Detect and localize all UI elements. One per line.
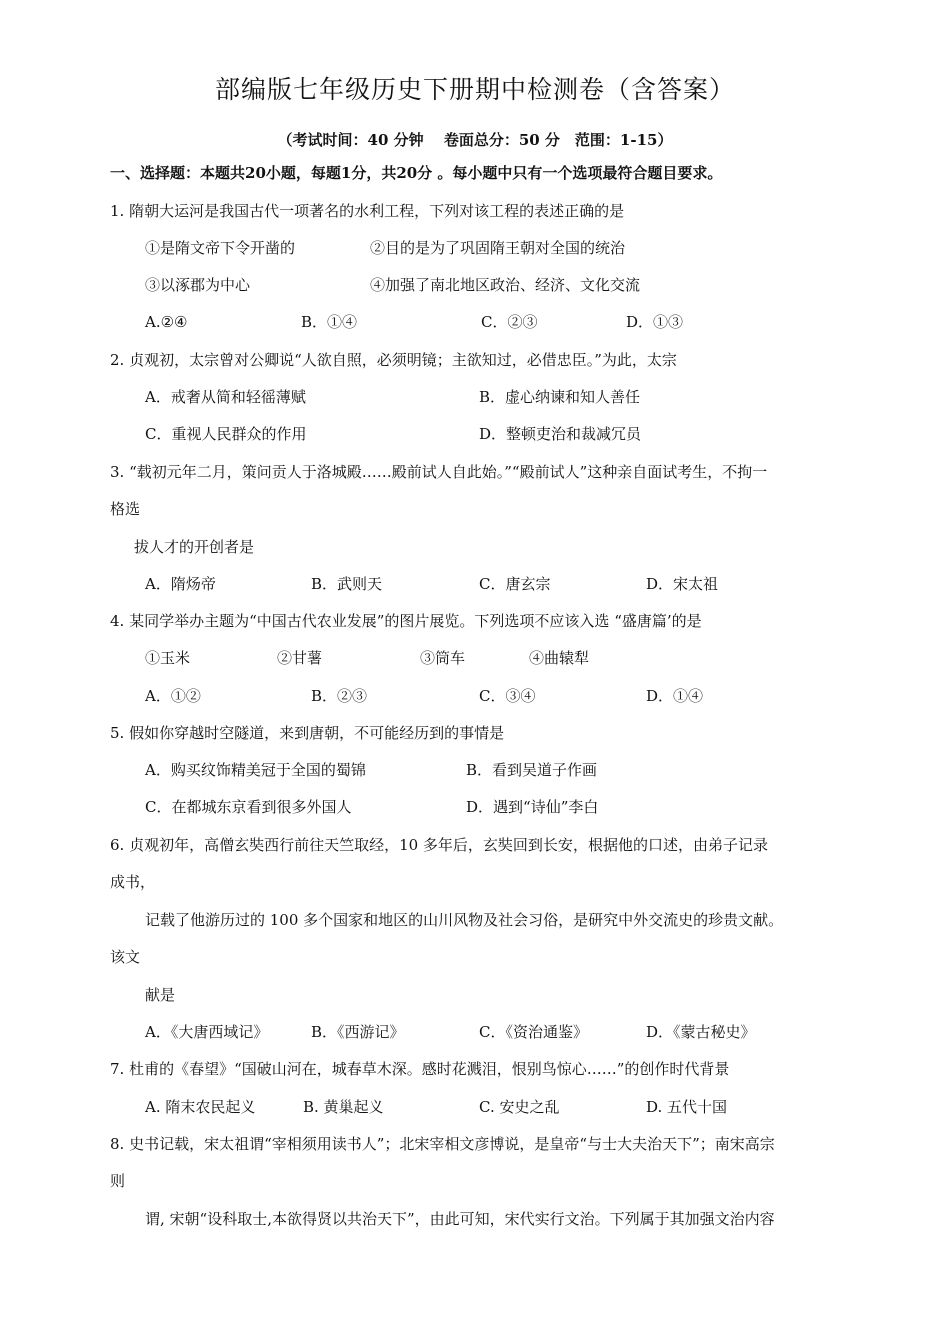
option-d: D. 五代十国 bbox=[646, 1098, 728, 1116]
option-a: A. 隋末农民起义 bbox=[145, 1098, 256, 1116]
statement: ②甘薯 bbox=[277, 649, 323, 667]
question-stem: 格选 bbox=[110, 500, 141, 518]
question-stem: 1. 隋朝大运河是我国古代一项著名的水利工程，下列对该工程的表述正确的是 bbox=[110, 202, 625, 220]
statement: ③以涿郡为中心 bbox=[145, 276, 251, 294]
option-c: C．《资治通鉴》 bbox=[479, 1023, 588, 1041]
option-c: C．唐玄宗 bbox=[479, 575, 551, 593]
statement: ④曲辕犁 bbox=[529, 649, 590, 667]
option-d: D．遇到“诗仙”李白 bbox=[466, 798, 599, 816]
option-a: A．隋炀帝 bbox=[145, 575, 216, 593]
option-a: A．①② bbox=[145, 687, 201, 705]
option-b: B．①④ bbox=[301, 313, 358, 331]
option-a: A.②④ bbox=[145, 313, 188, 331]
statement: ①玉米 bbox=[145, 649, 191, 667]
option-d: D．《蒙古秘史》 bbox=[646, 1023, 756, 1041]
option-a: A．戒奢从简和轻徭薄赋 bbox=[145, 388, 306, 406]
question-stem: 献是 bbox=[145, 986, 176, 1004]
statement: ④加强了南北地区政治、经济、文化交流 bbox=[370, 276, 641, 294]
question-stem: 拔人才的开创者是 bbox=[134, 538, 255, 556]
option-a: A．购买纹饰精美冠于全国的蜀锦 bbox=[145, 761, 366, 779]
option-d: D．①③ bbox=[626, 313, 684, 331]
question-stem: 成书， bbox=[110, 873, 156, 891]
option-d: D．宋太祖 bbox=[646, 575, 719, 593]
option-b: B．看到吴道子作画 bbox=[466, 761, 598, 779]
option-c: C．②③ bbox=[481, 313, 538, 331]
question-stem: 5. 假如你穿越时空隧道，来到唐朝，不可能经历到的事情是 bbox=[110, 724, 505, 742]
option-c: C．③④ bbox=[479, 687, 536, 705]
question-stem: 8. 史书记载，宋太祖谓“宰相须用读书人”；北宋宰相文彦博说，是皇帝“与士大夫治天下”；南宋高宗 bbox=[110, 1135, 775, 1153]
question-stem: 6. 贞观初年，高僧玄奘西行前往天竺取经，10 多年后，玄奘回到长安，根据他的口述，由弟子记录 bbox=[110, 836, 768, 854]
option-b: B．《西游记》 bbox=[311, 1023, 405, 1041]
question-stem: 2. 贞观初，太宗曾对公卿说“人欲自照，必须明镜；主欲知过，必借忠臣。”为此，太宗 bbox=[110, 351, 677, 369]
question-stem: 4. 某同学举办主题为“中国古代农业发展”的图片展览。下列选项不应该入选 “盛唐篇’的是 bbox=[110, 612, 702, 630]
question-stem: 3. “载初元年二月，策问贡人于洛城殿……殿前试人自此始。”“殿前试人”这种亲自面试考生，不拘一 bbox=[110, 463, 768, 481]
option-b: B. 黄巢起义 bbox=[303, 1098, 384, 1116]
option-b: B．②③ bbox=[311, 687, 368, 705]
section-heading: 一、选择题：本题共20小题，每题1分，共20分 。每小题中只有一个选项最符合题目要求。 bbox=[110, 164, 723, 182]
question-stem: 该文 bbox=[110, 948, 141, 966]
option-b: B．武则天 bbox=[311, 575, 383, 593]
page-title: 部编版七年级历史下册期中检测卷（含答案） bbox=[214, 75, 735, 104]
option-d: D．整顿吏治和裁减冗员 bbox=[479, 425, 642, 443]
option-c: C. 安史之乱 bbox=[479, 1098, 560, 1116]
question-stem: 7. 杜甫的《春望》“国破山河在，城春草木深。感时花溅泪，恨别鸟惊心……”的创作时代背景 bbox=[110, 1060, 730, 1078]
exam-info: （考试时间：40 分钟 卷面总分：50 分 范围：1-15） bbox=[277, 131, 673, 149]
statement: ③筒车 bbox=[420, 649, 466, 667]
question-stem: 谓, 宋朝“设科取士,本欲得贤以共治天下”，由此可知，宋代实行文治。下列属于其加强文治内容 bbox=[145, 1210, 775, 1228]
option-b: B．虚心纳谏和知人善任 bbox=[479, 388, 641, 406]
option-c: C．重视人民群众的作用 bbox=[145, 425, 307, 443]
statement: ②目的是为了巩固隋王朝对全国的统治 bbox=[370, 239, 626, 257]
option-a: A．《大唐西域记》 bbox=[145, 1023, 269, 1041]
option-c: C．在都城东京看到很多外国人 bbox=[145, 798, 352, 816]
option-d: D．①④ bbox=[646, 687, 704, 705]
statement: ①是隋文帝下令开凿的 bbox=[145, 239, 296, 257]
question-stem: 则 bbox=[110, 1172, 126, 1190]
question-stem: 记载了他游历过的 100 多个国家和地区的山川风物及社会习俗，是研究中外交流史的珍贵文献。 bbox=[145, 911, 784, 929]
